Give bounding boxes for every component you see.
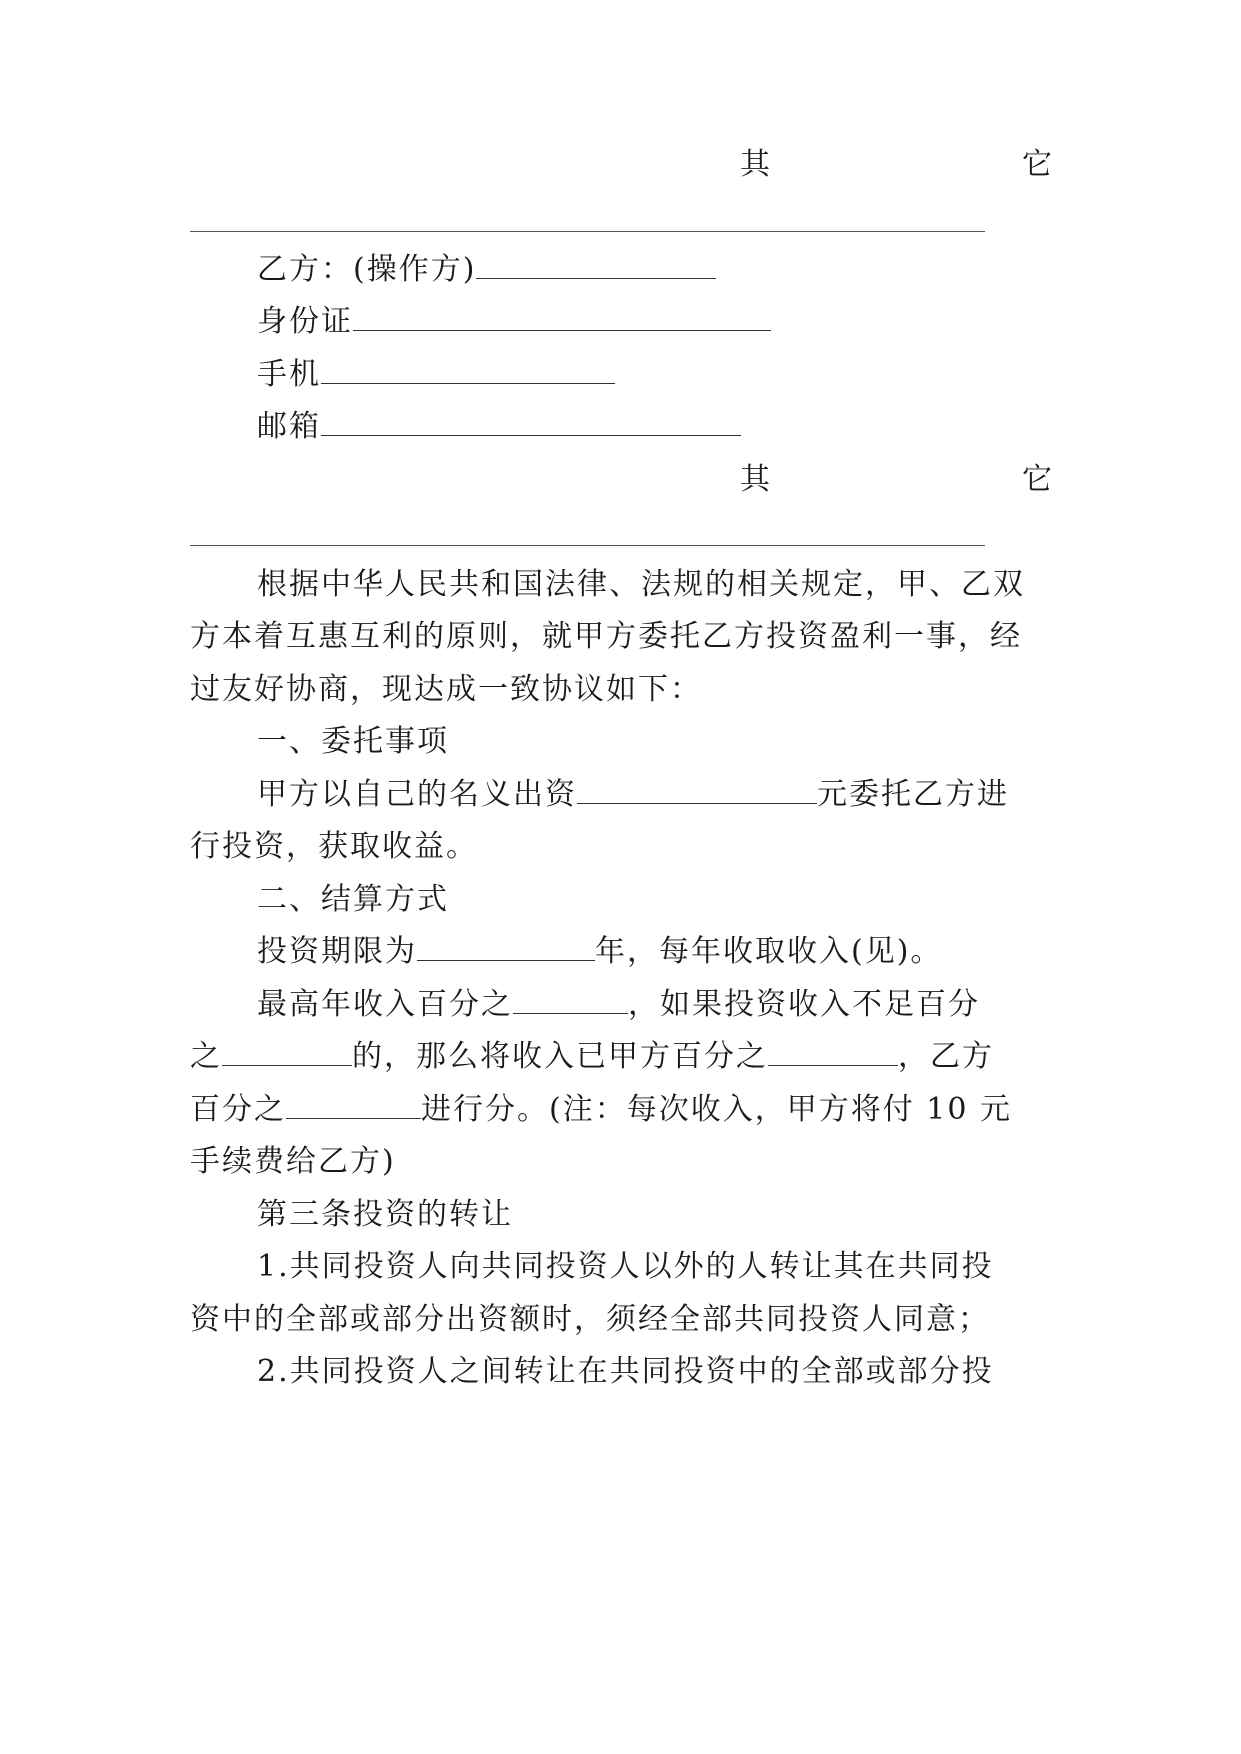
period-blank[interactable] xyxy=(417,932,595,961)
other-char-4: 它 xyxy=(1022,462,1052,497)
section3-item1-line2: 资中的全部或部分出资额时，须经全部共同投资人同意； xyxy=(190,1302,990,1337)
section3-item2-line1: 2.共同投资人之间转让在共同投资中的全部或部分投 xyxy=(257,1354,994,1389)
other-label-1 xyxy=(740,145,1052,185)
phone-label: 手机 xyxy=(257,357,321,392)
section1-text-b: 元委托乙方进 xyxy=(817,777,1009,812)
party-b-label: 乙方：(操作方) xyxy=(257,252,477,287)
section2-heading: 二、结算方式 xyxy=(257,882,449,917)
id-row xyxy=(257,302,1050,342)
phone-row xyxy=(257,355,1050,395)
email-blank[interactable] xyxy=(321,407,741,436)
max-text-d: 的，那么将收入已甲方百分之 xyxy=(352,1039,768,1074)
max-income-line-3 xyxy=(190,1090,1050,1130)
id-blank[interactable] xyxy=(353,302,771,331)
max-text-c: 之 xyxy=(190,1039,222,1074)
period-text-b: 年，每年收取收入(见)。 xyxy=(595,934,943,969)
email-row xyxy=(257,407,1050,447)
section3-item1-line1: 1.共同投资人向共同投资人以外的人转让其在共同投 xyxy=(257,1249,994,1284)
max-text-a: 最高年收入百分之 xyxy=(257,987,513,1022)
other-fill-line-2 xyxy=(190,545,985,546)
max-text-b: ，如果投资收入不足百分 xyxy=(628,987,980,1022)
section1-line-1 xyxy=(257,775,1050,815)
max-income-line-4: 手续费给乙方) xyxy=(190,1144,396,1179)
max-text-e: ，乙方 xyxy=(898,1039,994,1074)
max-income-line-2 xyxy=(190,1037,1050,1077)
period-text-a: 投资期限为 xyxy=(257,934,417,969)
other-char-1: 其 xyxy=(740,147,770,182)
period-row xyxy=(257,932,1050,972)
intro-line-3: 过友好协商，现达成一致协议如下： xyxy=(190,672,702,707)
other-char-3: 其 xyxy=(740,462,770,497)
section1-heading: 一、委托事项 xyxy=(257,724,449,759)
max-income-line-1 xyxy=(257,985,1050,1025)
party-b-blank[interactable] xyxy=(476,250,716,279)
party-b-row xyxy=(257,250,1050,290)
party-b-percent-blank[interactable] xyxy=(286,1090,421,1119)
section1-line-2: 行投资，获取收益。 xyxy=(190,829,478,864)
intro-line-1: 根据中华人民共和国法律、法规的相关规定，甲、乙双 xyxy=(257,567,1025,602)
email-label: 邮箱 xyxy=(257,409,321,444)
intro-line-2: 方本着互惠互利的原则，就甲方委托乙方投资盈利一事，经 xyxy=(190,619,1022,654)
party-a-percent-blank[interactable] xyxy=(768,1037,898,1066)
investment-amount-blank[interactable] xyxy=(577,775,817,804)
threshold-percent-blank[interactable] xyxy=(222,1037,352,1066)
phone-blank[interactable] xyxy=(321,355,615,384)
max-text-f: 百分之 xyxy=(190,1092,286,1127)
section3-heading: 第三条投资的转让 xyxy=(257,1197,513,1232)
section1-text-a: 甲方以自己的名义出资 xyxy=(257,777,577,812)
id-label: 身份证 xyxy=(257,304,353,339)
other-fill-line-1 xyxy=(190,231,985,232)
other-char-2: 它 xyxy=(1022,147,1052,182)
other-label-2 xyxy=(740,460,1052,500)
max-text-g: 进行分。(注：每次收入，甲方将付 10 元 xyxy=(421,1092,1012,1127)
max-percent-blank[interactable] xyxy=(513,985,628,1014)
